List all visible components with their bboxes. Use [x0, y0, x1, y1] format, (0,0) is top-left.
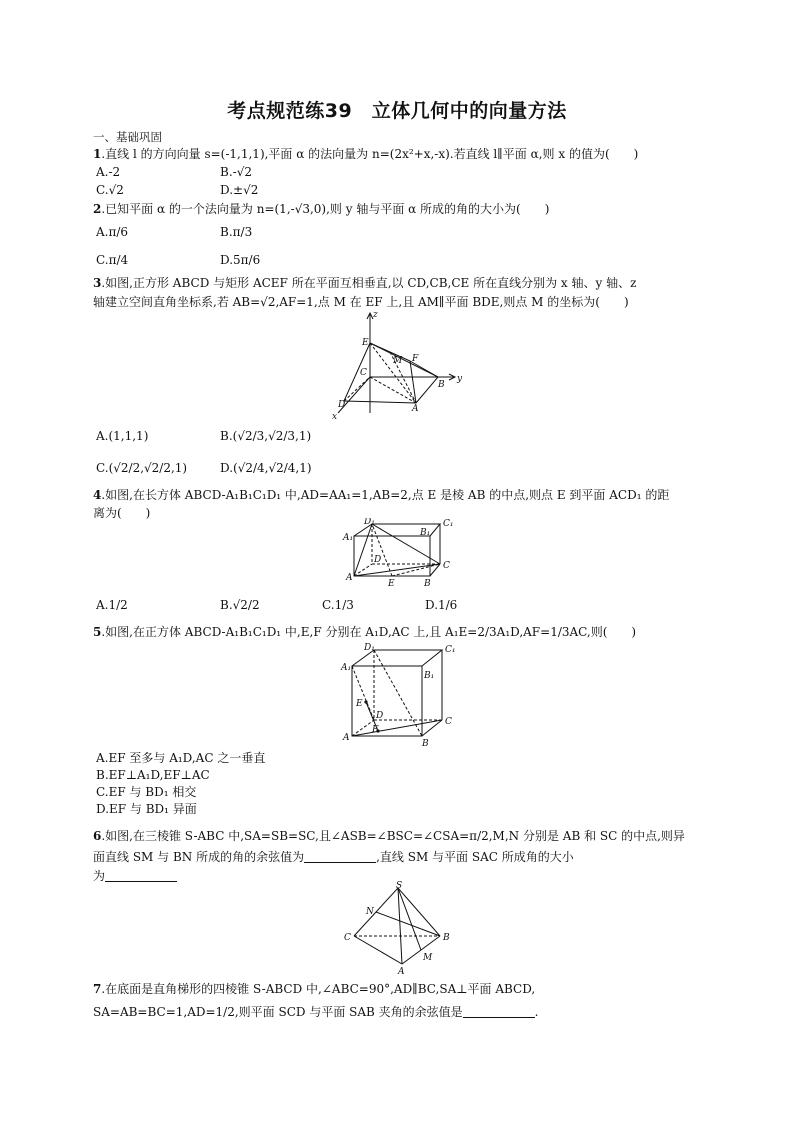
figure-label: C	[445, 717, 452, 727]
figure-label: C₁	[445, 645, 456, 655]
question-text-line-1: .在底面是直角梯形的四棱锥 S-ABCD 中,∠ABC=90°,AD∥BC,SA⊥平面 ABCD,	[101, 982, 536, 996]
figure-label: y	[457, 374, 463, 384]
question-text: .直线 l 的方向向量 s=(-1,1,1),平面 α 的法向量为 n=(2x²+x,-x).若直线 l∥平面 α,则 x 的值为( )	[101, 147, 639, 161]
question-text-line-1: .如图,正方形 ABCD 与矩形 ACEF 所在平面互相垂直,以 CD,CB,CE 所在直线分别为 x 轴、y 轴、z	[101, 276, 637, 290]
option-b: B.EF⊥A₁D,EF⊥AC	[96, 768, 210, 782]
figure-label: B	[424, 579, 431, 589]
option-d: D.(√2/4,√2/4,1)	[220, 461, 312, 475]
option-c: C.EF 与 BD₁ 相交	[96, 785, 197, 799]
question-number: 5	[93, 625, 102, 639]
option-d: D.5π/6	[220, 253, 261, 267]
figure-label: N	[366, 907, 374, 917]
figure-q4	[340, 518, 460, 590]
figure-label: A₁	[343, 533, 354, 543]
option-c: C.√2	[96, 183, 124, 197]
figure-label: B₁	[420, 528, 431, 538]
answer-blank[interactable]	[105, 869, 177, 882]
question-text-line-1: .如图,在长方体 ABCD-A₁B₁C₁D₁ 中,AD=AA₁=1,AB=2,点 E 是棱 AB 的中点,则点 E 到平面 ACD₁ 的距	[101, 488, 670, 502]
figure-label: D	[374, 555, 382, 565]
figure-label: A	[346, 573, 353, 583]
option-c: C.π/4	[96, 253, 129, 267]
question-number: 1	[93, 147, 102, 161]
figure-label: B	[422, 739, 429, 748]
question-6	[93, 828, 685, 844]
question-text: .已知平面 α 的一个法向量为 n=(1,-√3,0),则 y 轴与平面 α 所成的角的大小为( )	[101, 202, 550, 216]
option-b: B.√2/2	[220, 598, 260, 612]
figure-label: C₁	[443, 519, 454, 529]
question-3	[93, 275, 636, 291]
option-a: A.(1,1,1)	[96, 429, 149, 443]
figure-label: D₁	[364, 518, 375, 527]
figure-label: S	[396, 881, 403, 891]
question-4-line-2: 离为( )	[93, 506, 151, 520]
answer-blank[interactable]	[304, 850, 376, 863]
option-b: B.(√2/3,√2/3,1)	[220, 429, 312, 443]
figure-label: M	[393, 356, 403, 366]
option-d: D.±√2	[220, 183, 259, 197]
question-number: 2	[93, 202, 102, 216]
figure-label: E	[362, 338, 369, 348]
option-d: D.EF 与 BD₁ 异面	[96, 802, 197, 816]
question-number: 6	[93, 829, 102, 843]
question-5	[93, 624, 636, 640]
question-number: 3	[93, 276, 102, 290]
option-a: A.-2	[96, 165, 121, 179]
figure-label: C	[443, 561, 450, 571]
section-heading: 一、基础巩固	[93, 130, 162, 144]
answer-blank[interactable]	[463, 1005, 535, 1018]
figure-label: M	[423, 953, 433, 963]
figure-label: A	[398, 967, 405, 976]
option-a: A.EF 至多与 A₁D,AC 之一垂直	[96, 751, 266, 765]
question-2	[93, 201, 549, 217]
question-6-line-2	[93, 849, 574, 865]
question-1	[93, 146, 638, 162]
figure-label: x	[332, 412, 338, 422]
figure-label: D₁	[364, 643, 375, 653]
question-text: 面直线 SM 与 BN 所成的角的余弦值为	[93, 850, 305, 864]
question-6-line-3	[93, 868, 177, 884]
option-d: D.1/6	[425, 598, 458, 612]
option-b: B.π/3	[220, 225, 253, 239]
question-number: 4	[93, 488, 102, 502]
question-4	[93, 487, 669, 503]
question-text: 为	[93, 869, 106, 883]
question-text: SA=AB=BC=1,AD=1/2,则平面 SCD 与平面 SAB 夹角的余弦值是	[93, 1005, 463, 1019]
question-text-line-1: .如图,在三棱锥 S-ABC 中,SA=SB=SC,且∠ASB=∠BSC=∠CSA=π/2,M,N 分别是 AB 和 SC 的中点,则异	[101, 829, 685, 843]
figure-label: E	[388, 579, 395, 589]
figure-label: A₁	[341, 663, 352, 673]
figure-label: A	[412, 404, 419, 414]
question-3-line-2: 轴建立空间直角坐标系,若 AB=√2,AF=1,点 M 在 EF 上,且 AM∥平面 BDE,则点 M 的坐标为( )	[93, 295, 629, 309]
figure-label: C	[344, 933, 351, 943]
figure-label: F	[372, 725, 379, 735]
option-c: C.(√2/2,√2/2,1)	[96, 461, 188, 475]
question-text: .	[534, 1005, 539, 1019]
figure-label: D	[376, 711, 384, 721]
figure-q3	[320, 305, 470, 423]
figure-q6	[340, 880, 456, 976]
figure-q5	[338, 640, 462, 748]
question-7-line-2	[93, 1004, 539, 1020]
option-a: A.1/2	[96, 598, 128, 612]
figure-label: E	[356, 699, 363, 709]
figure-label: B	[438, 380, 445, 390]
question-text: .如图,在正方体 ABCD-A₁B₁C₁D₁ 中,E,F 分别在 A₁D,AC 上,且 A₁E=2/3A₁D,AF=1/3AC,则( )	[101, 625, 637, 639]
figure-label: F	[412, 354, 419, 364]
question-text: ,直线 SM 与平面 SAC 所成角的大小	[376, 850, 574, 864]
figure-label: A	[343, 733, 350, 743]
option-b: B.-√2	[220, 165, 252, 179]
page-title: 考点规范练39 立体几何中的向量方法	[227, 100, 567, 122]
question-7	[93, 981, 535, 997]
figure-label: z	[373, 310, 378, 320]
option-c: C.1/3	[322, 598, 354, 612]
figure-label: B	[443, 933, 450, 943]
figure-label: C	[360, 368, 367, 378]
figure-label: B₁	[424, 671, 435, 681]
question-number: 7	[93, 982, 102, 996]
option-a: A.π/6	[96, 225, 129, 239]
figure-label: D	[338, 400, 346, 410]
